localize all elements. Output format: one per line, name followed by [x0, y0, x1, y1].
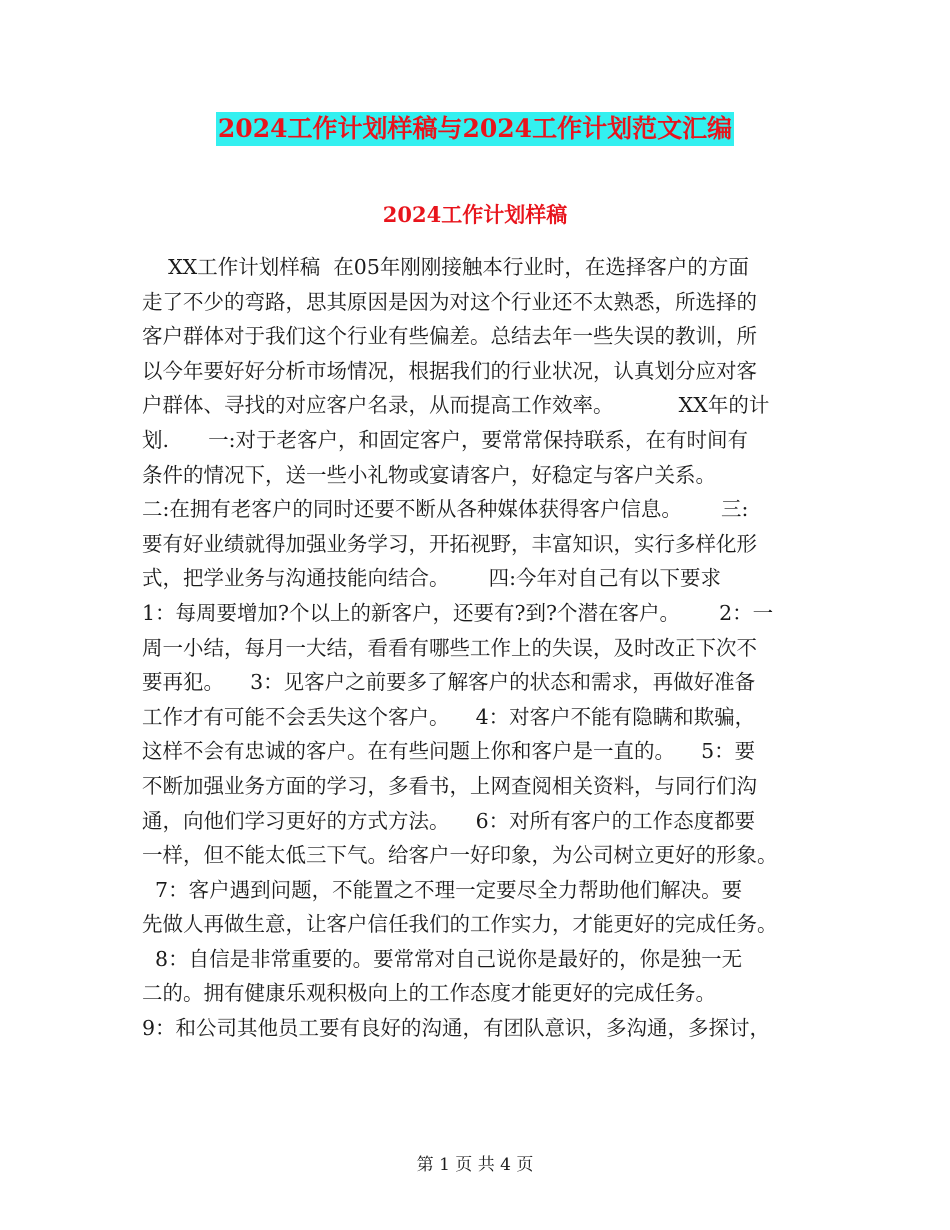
body-line: 户群体、寻找的对应客户名录，从而提高工作效率。 XX年的计 — [142, 393, 770, 418]
section-title: 2024工作计划样稿 — [382, 202, 568, 227]
body-line: 客户群体对于我们这个行业有些偏差。总结去年一些失误的教训，所 — [142, 324, 757, 349]
body-line: 式，把学业务与沟通技能向结合。 四:今年对自己有以下要求 — [142, 566, 722, 591]
body-line: 9：和公司其他员工要有良好的沟通，有团队意识，多沟通，多探讨， — [142, 1016, 771, 1041]
body-line: 要再犯。 3：见客户之前要多了解客户的状态和需求，再做好准备 — [142, 670, 756, 695]
body-line: 先做人再做生意，让客户信任我们的工作实力，才能更好的完成任务。 — [142, 912, 778, 937]
body-line: 二的。拥有健康乐观积极向上的工作态度才能更好的完成任务。 — [142, 981, 716, 1006]
body-line: 以今年要好好分析市场情况，根据我们的行业状况，认真划分应对客 — [142, 358, 757, 383]
body-line: 7：客户遇到问题，不能置之不理一定要尽全力帮助他们解决。要 — [142, 877, 743, 902]
body-line: 走了不少的弯路，思其原因是因为对这个行业还不太熟悉，所选择的 — [142, 289, 757, 314]
body-line: 8：自信是非常重要的。要常常对自己说你是最好的，你是独一无 — [142, 946, 743, 971]
body-line: XX工作计划样稿 在05年刚刚接触本行业时，在选择客户的方面 — [142, 255, 749, 279]
body-line: 通，向他们学习更好的方式方法。 6：对所有客户的工作态度都要 — [142, 808, 756, 833]
body-line: 划. 一:对于老客户，和固定客户，要常常保持联系，在有时间有 — [142, 427, 749, 452]
body-text — [142, 250, 808, 1046]
body-line: 要有好业绩就得加强业务学习，开拓视野，丰富知识，实行多样化形 — [142, 531, 757, 556]
body-line: 这样不会有忠诚的客户。在有些问题上你和客户是一直的。 5：要 — [142, 739, 756, 764]
body-line: 一样，但不能太低三下气。给客户一好印象，为公司树立更好的形象。 — [142, 843, 778, 868]
document-title: 2024工作计划样稿与2024工作计划范文汇编 — [216, 112, 734, 146]
body-line: 条件的情况下，送一些小礼物或宴请客户，好稳定与客户关系。 — [142, 462, 716, 487]
body-line: 工作才有可能不会丢失这个客户。 4：对客户不能有隐瞒和欺骗， — [142, 704, 756, 729]
document-title-row — [0, 112, 950, 146]
body-line: 1：每周要增加?个以上的新客户，还要有?到?个潜在客户。 2：一 — [142, 600, 774, 625]
page-footer: 第 1 页 共 4 页 — [416, 1155, 534, 1175]
body-line: 二:在拥有老客户的同时还要不断从各种媒体获得客户信息。 三: — [142, 497, 749, 522]
body-line: 周一小结，每月一大结，看看有哪些工作上的失误，及时改正下次不 — [142, 635, 757, 660]
body-line: 不断加强业务方面的学习，多看书，上网查阅相关资料，与同行们沟 — [142, 773, 757, 798]
